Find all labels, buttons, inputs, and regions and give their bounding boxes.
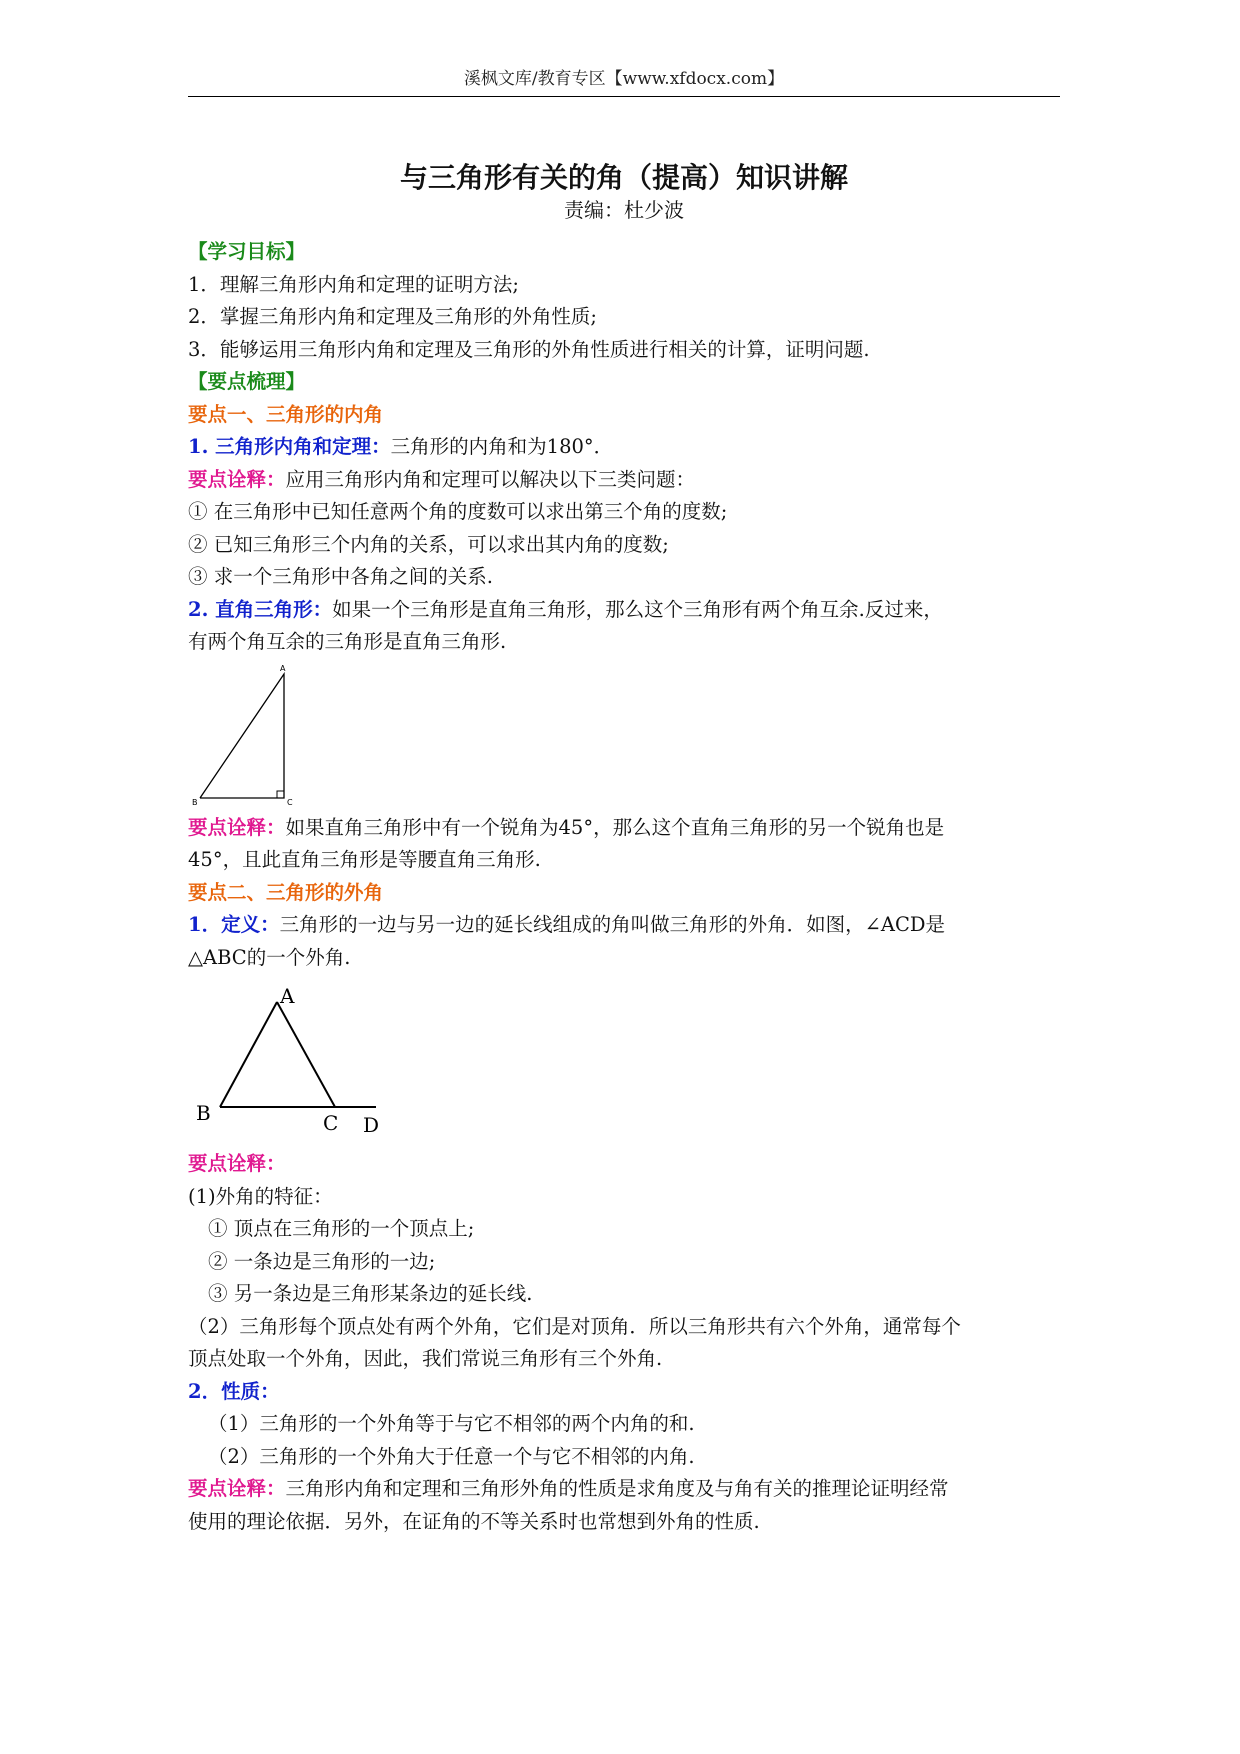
exterior-angle-def-cont: △ABC的一个外角.	[188, 945, 351, 969]
vertex-label-a: A	[280, 663, 286, 673]
right-triangle-text: 如果一个三角形是直角三角形，那么这个三角形有两个角互余.反过来，	[332, 597, 943, 621]
properties-label: 2．性质：	[188, 1379, 280, 1403]
right-triangle-figure	[192, 662, 304, 812]
vertex-angles-para-cont: 顶点处取一个外角，因此，我们常说三角形有三个外角.	[188, 1347, 663, 1370]
objective-item: 3．能够运用三角形内角和定理及三角形的外角性质进行相关的计算，证明问题.	[188, 337, 870, 361]
definition-label: 1．定义：	[188, 913, 280, 936]
final-note-text: 三角形内角和定理和三角形外角的性质是求角度及与角有关的推理论证明经常	[285, 1477, 949, 1500]
final-note-cont: 使用的理论依据．另外，在证角的不等关系时也常想到外角的性质.	[188, 1509, 760, 1533]
case-item: ③ 求一个三角形中各角之间的关系.	[188, 565, 493, 588]
feature-item: ③ 另一条边是三角形某条边的延长线.	[208, 1282, 533, 1305]
objective-item: 1．理解三角形内角和定理的证明方法;	[188, 272, 519, 296]
case-item: ① 在三角形中已知任意两个角的度数可以求出第三个角的度数;	[188, 500, 728, 523]
right-triangle-def-cont: 有两个角互余的三角形是直角三角形.	[188, 630, 507, 653]
objective-item: 2．掌握三角形内角和定理及三角形的外角性质;	[188, 305, 597, 328]
feature-item: ② 一条边是三角形的一边;	[208, 1249, 436, 1273]
page-header: 溪枫文库/教育专区【www.xfdocx.com】	[463, 69, 785, 89]
angle-sum-label: 1. 三角形内角和定理：	[188, 435, 391, 458]
document-title: 与三角形有关的角（提高）知识讲解	[399, 161, 848, 194]
side-ba	[220, 1002, 277, 1107]
right-triangle-label: 2. 直角三角形：	[188, 597, 333, 621]
note-line	[188, 464, 1064, 497]
angle-sum-text: 三角形的内角和为180°．	[390, 435, 614, 458]
feature-item: ① 顶点在三角形的一个顶点上;	[208, 1217, 475, 1240]
final-note	[188, 1473, 1064, 1506]
property-item: （2）三角形的一个外角大于任意一个与它不相邻的内角.	[208, 1444, 695, 1468]
right-triangle-lines	[200, 674, 284, 798]
note-label: 要点诠释：	[188, 467, 286, 491]
note-text: 应用三角形内角和定理可以解决以下三类问题：	[285, 467, 696, 491]
vertex-label-d: D	[363, 1113, 380, 1137]
vertex-label-c: C	[323, 1111, 339, 1135]
header-rule	[188, 96, 1060, 97]
vertex-label-a: A	[280, 984, 295, 1008]
section2-title: 要点二、三角形的外角	[188, 880, 384, 904]
note2-line-cont: 45°，且此直角三角形是等腰直角三角形.	[188, 848, 541, 871]
note2-label: 要点诠释：	[188, 815, 286, 839]
editor-line: 责编：杜少波	[564, 198, 684, 222]
case-item: ② 已知三角形三个内角的关系，可以求出其内角的度数;	[188, 532, 669, 556]
vertex-label-b: B	[196, 1101, 211, 1125]
property-item: （1）三角形的一个外角等于与它不相邻的两个内角的和.	[208, 1412, 695, 1435]
exterior-angle-figure	[196, 978, 416, 1148]
document-body	[188, 236, 1064, 1538]
feature-title: (1)外角的特征：	[188, 1184, 333, 1208]
objectives-heading: 【学习目标】	[188, 240, 306, 263]
final-note-label: 要点诠释：	[188, 1477, 286, 1500]
angle-sum-theorem	[188, 431, 1064, 464]
note2-line	[188, 812, 1064, 845]
vertex-angles-para: （2）三角形每个顶点处有两个外角，它们是对顶角．所以三角形共有六个外角，通常每个	[188, 1314, 961, 1338]
right-triangle-def	[188, 594, 1064, 627]
section1-title: 要点一、三角形的内角	[188, 402, 384, 426]
vertex-label-b: B	[192, 797, 198, 807]
section2-note-label: 要点诠释：	[188, 1152, 286, 1175]
exterior-angle-def	[188, 909, 1064, 942]
points-heading: 【要点梳理】	[188, 370, 306, 393]
right-angle-marker	[277, 791, 284, 798]
side-ac	[277, 1002, 335, 1107]
vertex-label-c: C	[287, 797, 293, 807]
note2-text: 如果直角三角形中有一个锐角为45°，那么这个直角三角形的另一个锐角也是	[285, 815, 945, 839]
definition-text: 三角形的一边与另一边的延长线组成的角叫做三角形的外角．如图，∠ACD是	[279, 913, 946, 936]
